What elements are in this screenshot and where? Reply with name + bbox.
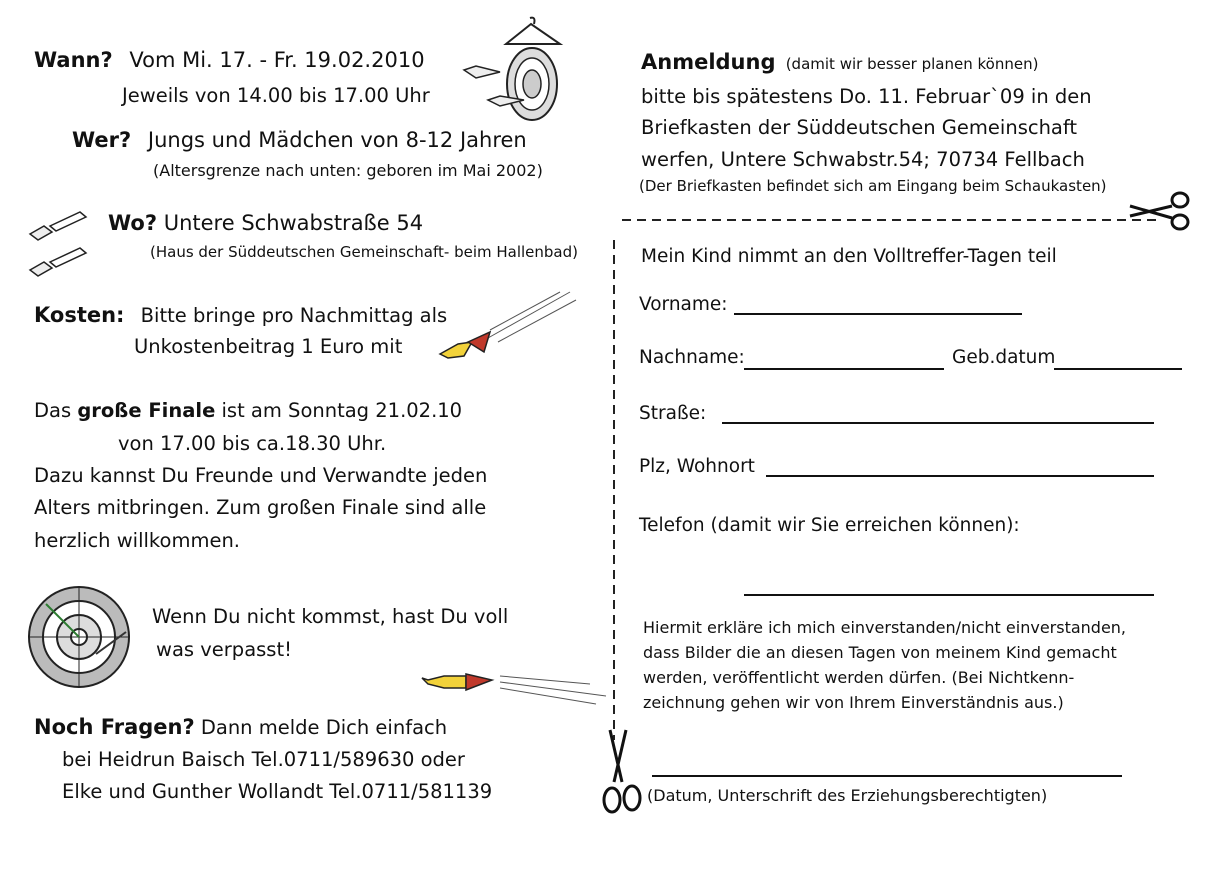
plz-field[interactable]: [766, 475, 1154, 477]
wann-times: Jeweils von 14.00 bis 17.00 Uhr: [122, 84, 430, 107]
plz-label: Plz, Wohnort: [639, 456, 755, 477]
form-intro: Mein Kind nimmt an den Volltreffer-Tagen teil: [641, 246, 1057, 267]
wer-label: Wer?: [72, 128, 132, 152]
fragen-row: [34, 715, 447, 739]
cut-line-horizontal: [622, 218, 1162, 222]
wo-text: Untere Schwabstraße 54: [163, 211, 424, 235]
finale-line-3: Dazu kannst Du Freunde und Verwandte jeden: [34, 464, 488, 487]
wo-label: Wo?: [108, 211, 158, 235]
verpasst-line-1: Wenn Du nicht kommst, hast Du voll: [152, 605, 509, 628]
telefon-label: Telefon (damit wir Sie erreichen können):: [639, 515, 1020, 536]
telefon-field[interactable]: [744, 594, 1154, 596]
finale-line-2: von 17.00 bis ca.18.30 Uhr.: [118, 432, 387, 455]
anmeldung-note: (damit wir besser planen können): [785, 55, 1039, 73]
kosten-text: Bitte bringe pro Nachmittag als: [140, 304, 448, 327]
strasse-field[interactable]: [722, 422, 1154, 424]
anmeldung-line-3: Briefkasten der Süddeutschen Gemeinschaft: [641, 116, 1078, 139]
consent-line-2: dass Bilder die an diesen Tagen von meinem Kind gemacht: [643, 643, 1117, 662]
fragen-label: Noch Fragen?: [34, 715, 195, 739]
gebdatum-field[interactable]: [1054, 368, 1182, 370]
gebdatum-label: Geb.datum: [952, 347, 1056, 368]
dart-icon: [438, 290, 578, 365]
nachname-label: Nachname:: [639, 347, 745, 368]
wann-row: [34, 48, 425, 72]
wer-text: Jungs und Mädchen von 8-12 Jahren: [147, 128, 527, 152]
finale-line-1: [34, 399, 462, 422]
fragen-line-3: Elke und Gunther Wollandt Tel.0711/581139: [62, 780, 493, 803]
verpasst-line-2: was verpasst!: [156, 638, 292, 661]
finale-line-5: herzlich willkommen.: [34, 529, 240, 552]
finale-line-4: Alters mitbringen. Zum großen Finale sind alle: [34, 496, 487, 519]
nachname-field[interactable]: [744, 368, 944, 370]
anmeldung-line-2: bitte bis spätestens Do. 11. Februar`09 in den: [641, 85, 1092, 108]
fragen-text: Dann melde Dich einfach: [200, 716, 448, 739]
consent-line-3: werden, veröffentlicht werden dürfen. (Bei Nichtkenn-: [643, 668, 1075, 687]
dart-icon: [420, 666, 610, 706]
anmeldung-line-4: werfen, Untere Schwabstr.54; 70734 Fellbach: [641, 148, 1085, 171]
scissors-icon: [1128, 188, 1192, 230]
wer-note: (Altersgrenze nach unten: geboren im Mai 2002): [153, 161, 543, 180]
strasse-label: Straße:: [639, 403, 707, 424]
vorname-field[interactable]: [734, 313, 1022, 315]
vorname-label: Vorname:: [639, 294, 728, 315]
signature-caption: (Datum, Unterschrift des Erziehungsberechtigten): [647, 786, 1048, 805]
consent-line-4: zeichnung gehen wir von Ihrem Einverständnis aus.): [643, 693, 1064, 712]
kosten-text-2: Unkostenbeitrag 1 Euro mit: [134, 335, 403, 358]
finale-post: ist am Sonntag 21.02.10: [215, 399, 463, 422]
wann-label: Wann?: [34, 48, 113, 72]
cut-line-vertical: [612, 240, 616, 740]
dartboard-icon: [26, 584, 132, 690]
kosten-label: Kosten:: [34, 303, 125, 327]
wo-note: (Haus der Süddeutschen Gemeinschaft- beim Hallenbad): [150, 243, 578, 261]
fragen-line-2: bei Heidrun Baisch Tel.0711/589630 oder: [62, 748, 465, 771]
wer-row: [72, 128, 527, 152]
anmeldung-line-5: (Der Briefkasten befindet sich am Eingang beim Schaukasten): [639, 177, 1107, 195]
scissors-icon: [600, 728, 644, 818]
signature-field[interactable]: [652, 775, 1122, 777]
anmeldung-label: Anmeldung: [641, 50, 776, 74]
dartboard-hanger-icon: [460, 14, 570, 124]
wo-row: [108, 211, 423, 235]
consent-line-1: Hiermit erkläre ich mich einverstanden/nicht einverstanden,: [643, 618, 1127, 637]
kosten-row: [34, 303, 447, 327]
finale-bold: große Finale: [77, 399, 216, 422]
dart-icon: [28, 204, 108, 279]
anmeldung-row: [641, 50, 1038, 74]
wann-dates: Vom Mi. 17. - Fr. 19.02.2010: [129, 48, 425, 72]
finale-pre: Das: [34, 399, 78, 422]
